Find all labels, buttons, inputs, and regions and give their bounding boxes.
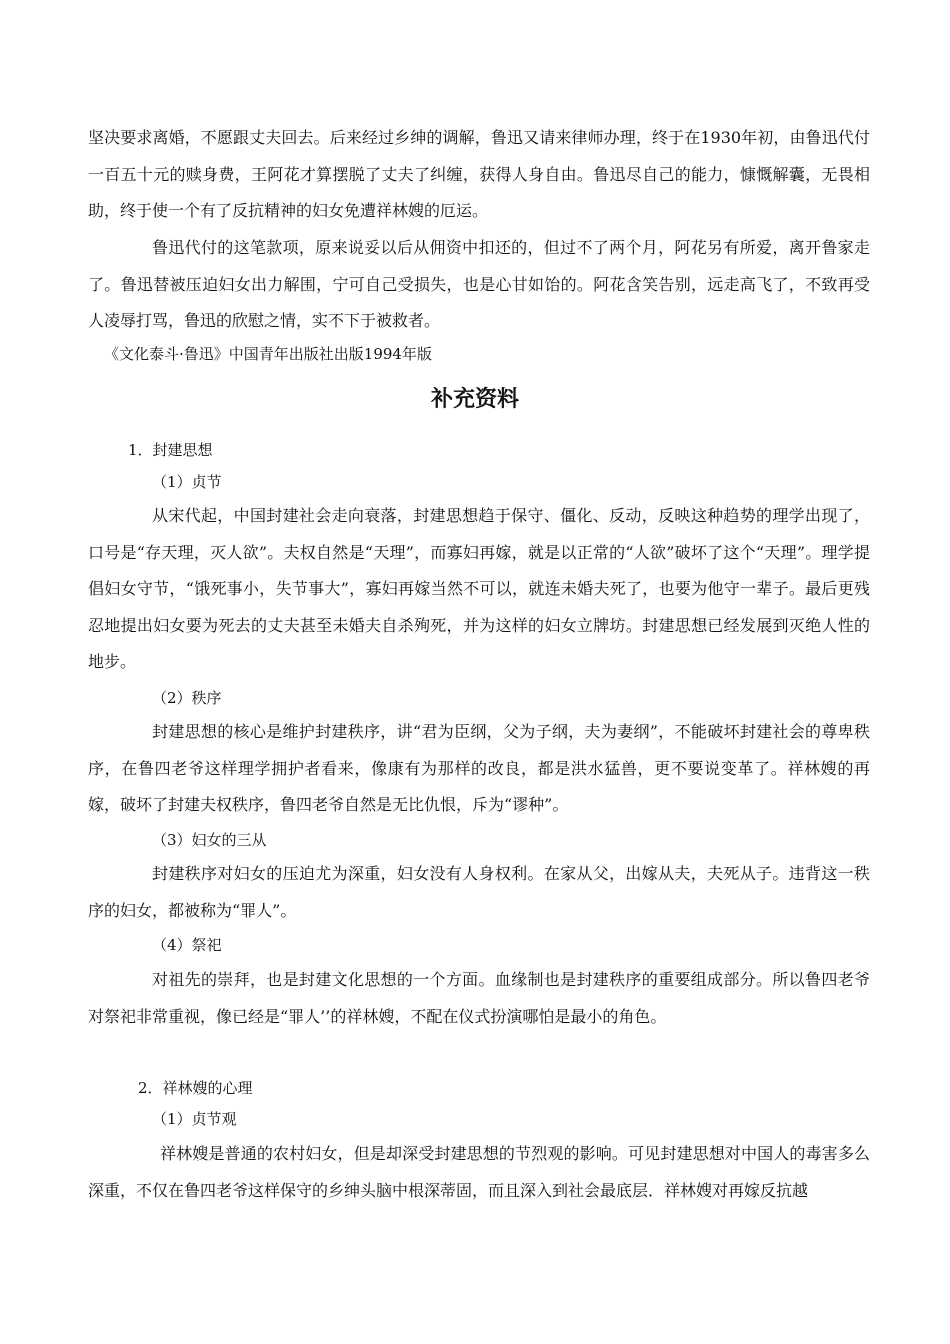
paragraph-sacrifice: 对祖先的崇拜，也是封建文化思想的一个方面。血缘制也是封建秩序的重要组成部分。所以鲁四老爷对祭祀非常重视，像已经是“罪人’’的祥林嫂，不配在仪式扮演哪怕是最小的角色。 — [88, 970, 870, 1026]
heading-feudal-thought: 1．封建思想 — [128, 441, 213, 459]
source-citation: 《文化泰斗·鲁迅》中国青年出版社出版1994年版 — [104, 345, 432, 363]
paragraph-chastity: 从宋代起，中国封建社会走向衰落，封建思想趋于保守、僵化、反动，反映这种趋势的理学出现了，口号是“存天理，灭人欲”。夫权自然是“天理”，而寡妇再嫁，就是以正常的“人欲”破坏了这个“天理”。理学提倡妇女守节，“饿死事小，失节事大”，寡妇再嫁当然不可以，就连未婚夫死了，也要为他守一辈子。最后更残忍地提出妇女要为死去的丈夫甚至未婚夫自杀殉死，并为这样的妇女立牌坊。封建思想已经发展到灭绝人性的地步。 — [88, 506, 870, 671]
paragraph-divorce: 坚决要求离婚，不愿跟丈夫回去。后来经过乡绅的调解，鲁迅又请来律师办理，终于在1930年初，由鲁迅代付一百五十元的赎身费，王阿花才算摆脱了丈夫了纠缠，获得人身自由。鲁迅尽自己的能力，慷慨解囊，无畏相助，终于使一个有了反抗精神的妇女免遭祥林嫂的厄运。 — [88, 128, 870, 220]
subheading-three-obediences: （3）妇女的三从 — [152, 831, 267, 849]
subheading-chastity: （1）贞节 — [152, 473, 222, 491]
subheading-sacrifice: （4）祭祀 — [152, 936, 222, 954]
subheading-chastity-view: （1）贞节观 — [152, 1110, 237, 1128]
paragraph-chastity-view: 祥林嫂是普通的农村妇女，但是却深受封建思想的节烈观的影响。可见封建思想对中国人的毒害多么深重，不仅在鲁四老爷这样保守的乡绅头脑中根深蒂固，而且深入到社会最底层．祥林嫂对再嫁反抗越 — [88, 1144, 870, 1200]
paragraph-three-obediences: 封建秩序对妇女的压迫尤为深重，妇女没有人身权利。在家从父，出嫁从夫，夫死从子。违背这一秩序的妇女，都被称为“罪人”。 — [88, 864, 870, 920]
heading-psychology: 2．祥林嫂的心理 — [138, 1079, 253, 1097]
subheading-order: （2）秩序 — [152, 689, 222, 707]
section-title: 补充资料 — [430, 387, 519, 412]
paragraph-order: 封建思想的核心是维护封建秩序，讲“君为臣纲，父为子纲，夫为妻纲”，不能破坏封建社会的尊卑秩序，在鲁四老爷这样理学拥护者看来，像康有为那样的改良，都是洪水猛兽，更不要说变革了。祥林嫂的再嫁，破坏了封建夫权秩序，鲁四老爷自然是无比仇恨，斥为“谬种”。 — [88, 722, 870, 814]
paragraph-payment: 鲁迅代付的这笔款项，原来说妥以后从佣资中扣还的，但过不了两个月，阿花另有所爱，离开鲁家走了。鲁迅替被压迫妇女出力解围，宁可自己受损失，也是心甘如饴的。阿花含笑告别，远走高飞了，不致再受人凌辱打骂，鲁迅的欣慰之情，实不下于被救者。 — [88, 238, 870, 330]
